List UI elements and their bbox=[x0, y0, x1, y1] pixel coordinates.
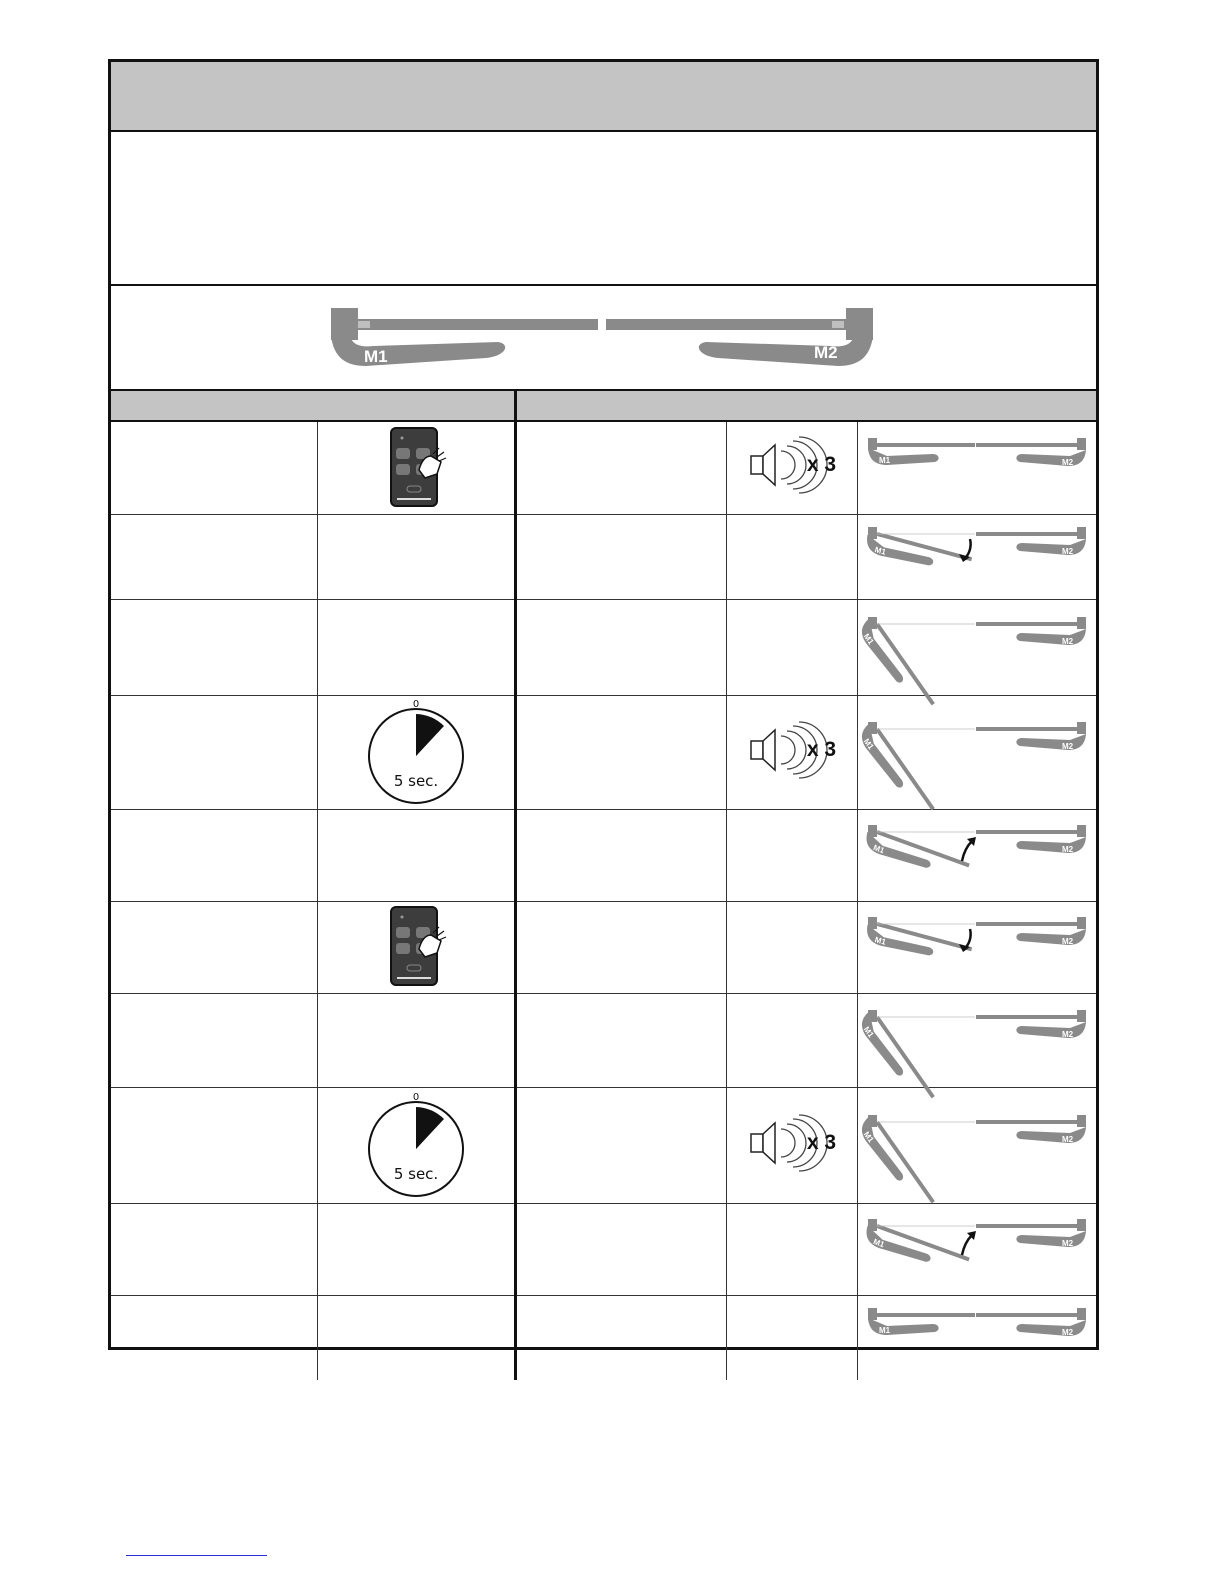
svg-text:M2: M2 bbox=[1061, 546, 1073, 556]
procedure-row bbox=[111, 901, 1096, 993]
signal-cell bbox=[726, 422, 857, 514]
stopwatch-icon bbox=[364, 1089, 468, 1201]
result-text-cell bbox=[515, 599, 726, 695]
svg-text:M2: M2 bbox=[1061, 845, 1073, 854]
svg-text:M2: M2 bbox=[1061, 637, 1073, 646]
svg-text:M2: M2 bbox=[1061, 1239, 1073, 1248]
speaker-beep-icon bbox=[747, 1118, 805, 1168]
svg-text:M1: M1 bbox=[873, 544, 887, 557]
signal-cell bbox=[726, 901, 857, 993]
result-text-cell bbox=[515, 514, 726, 599]
procedure-row bbox=[111, 599, 1096, 695]
gate-diagram-icon bbox=[864, 1296, 1090, 1380]
step-text-cell bbox=[111, 993, 317, 1087]
motor-arm-m2 bbox=[699, 336, 873, 366]
svg-text:M1: M1 bbox=[861, 1129, 876, 1145]
procedure-row bbox=[111, 1087, 1096, 1203]
step-action-cell bbox=[317, 809, 515, 901]
title-bar bbox=[111, 62, 1096, 132]
svg-text:M1: M1 bbox=[873, 935, 887, 947]
gate-state-cell bbox=[857, 599, 1096, 695]
result-text-cell bbox=[515, 993, 726, 1087]
signal-cell bbox=[726, 993, 857, 1087]
gate-diagram-icon bbox=[861, 605, 1090, 689]
gate-state-cell bbox=[857, 514, 1096, 599]
signal-cell bbox=[726, 1295, 857, 1380]
svg-text:M2: M2 bbox=[1061, 1135, 1073, 1144]
gate-diagram-icon bbox=[861, 710, 1090, 794]
gate-state-cell bbox=[857, 1295, 1096, 1380]
gate-diagram-icon bbox=[861, 1103, 1090, 1187]
gate-overview bbox=[111, 286, 1096, 391]
step-action-cell bbox=[317, 422, 515, 514]
timer-duration-label: 5 sec. bbox=[393, 1165, 438, 1183]
step-text-cell bbox=[111, 599, 317, 695]
signal-cell bbox=[726, 809, 857, 901]
svg-text:M1: M1 bbox=[878, 1325, 890, 1335]
procedure-row bbox=[111, 1203, 1096, 1295]
step-action-cell bbox=[317, 514, 515, 599]
procedure-row bbox=[111, 422, 1096, 514]
motor-arm-m1 bbox=[331, 336, 505, 366]
svg-text:M1: M1 bbox=[861, 736, 876, 752]
svg-text:M1: M1 bbox=[871, 843, 886, 856]
result-text-cell bbox=[515, 422, 726, 514]
signal-cell bbox=[726, 1087, 857, 1203]
gate-overview-diagram bbox=[326, 306, 876, 370]
gate-diagram-icon bbox=[864, 1207, 1090, 1291]
step-text-cell bbox=[111, 1087, 317, 1203]
timer-top-label: 0 bbox=[412, 1092, 419, 1103]
beep-count-label: x 3 bbox=[806, 453, 837, 477]
procedure-row bbox=[111, 809, 1096, 901]
result-text-cell bbox=[515, 1087, 726, 1203]
svg-text:M1: M1 bbox=[878, 455, 890, 465]
result-text-cell bbox=[515, 901, 726, 993]
procedure-row bbox=[111, 993, 1096, 1087]
step-text-cell bbox=[111, 809, 317, 901]
beep-count-label: x 3 bbox=[806, 1130, 837, 1154]
result-text-cell bbox=[515, 1203, 726, 1295]
remote-control-press-icon bbox=[385, 426, 447, 510]
svg-text:M2: M2 bbox=[1061, 457, 1073, 467]
step-action-cell bbox=[317, 1295, 515, 1380]
right-post bbox=[846, 308, 873, 340]
procedure-table bbox=[111, 422, 1096, 1380]
gate-state-cell bbox=[857, 1203, 1096, 1295]
signal-cell bbox=[726, 695, 857, 809]
gate-diagram-icon bbox=[861, 998, 1090, 1082]
step-text-cell bbox=[111, 695, 317, 809]
svg-text:M2: M2 bbox=[1061, 1327, 1073, 1337]
procedure-row bbox=[111, 695, 1096, 809]
procedure-row bbox=[111, 514, 1096, 599]
signal-cell bbox=[726, 1203, 857, 1295]
gate-state-cell bbox=[857, 993, 1096, 1087]
step-action-cell bbox=[317, 695, 515, 809]
speaker-beep-icon bbox=[747, 725, 805, 775]
svg-text:M1: M1 bbox=[871, 1237, 886, 1250]
gate-diagram-icon bbox=[864, 426, 1090, 510]
signal-cell bbox=[726, 514, 857, 599]
result-text-cell bbox=[515, 809, 726, 901]
step-action-cell bbox=[317, 901, 515, 993]
step-action-cell bbox=[317, 993, 515, 1087]
signal-cell bbox=[726, 599, 857, 695]
beep-signal bbox=[747, 440, 836, 490]
beep-count-label: x 3 bbox=[806, 737, 837, 761]
gate-diagram-icon bbox=[864, 905, 1090, 989]
svg-text:M1: M1 bbox=[861, 1024, 876, 1040]
left-leaf bbox=[358, 319, 598, 330]
stopwatch-icon bbox=[364, 696, 468, 808]
procedure-row bbox=[111, 1295, 1096, 1380]
right-leaf bbox=[606, 319, 846, 330]
step-action-cell bbox=[317, 1087, 515, 1203]
gate-diagram-icon bbox=[864, 813, 1090, 897]
result-text-cell bbox=[515, 695, 726, 809]
footer-link-underline[interactable] bbox=[126, 1555, 267, 1556]
svg-text:M1: M1 bbox=[861, 631, 876, 647]
gate-diagram-icon bbox=[864, 515, 1090, 599]
timer-top-label: 0 bbox=[412, 699, 419, 710]
motor-label-m2: M2 bbox=[814, 343, 838, 362]
motor-label-m1: M1 bbox=[364, 347, 388, 366]
intro-panel bbox=[111, 132, 1096, 286]
svg-text:M2: M2 bbox=[1061, 742, 1073, 751]
gate-state-cell bbox=[857, 809, 1096, 901]
column-header-row bbox=[111, 391, 1096, 422]
remote-control-press-icon bbox=[385, 905, 447, 989]
column-header-divider bbox=[514, 391, 517, 420]
result-text-cell bbox=[515, 1295, 726, 1380]
procedure-sheet bbox=[108, 59, 1099, 1350]
beep-signal bbox=[747, 1118, 836, 1168]
step-text-cell bbox=[111, 514, 317, 599]
gate-state-cell bbox=[857, 695, 1096, 809]
step-text-cell bbox=[111, 901, 317, 993]
gate-state-cell bbox=[857, 1087, 1096, 1203]
svg-text:M2: M2 bbox=[1061, 937, 1073, 946]
left-post bbox=[331, 308, 358, 340]
beep-signal bbox=[747, 725, 836, 775]
step-action-cell bbox=[317, 599, 515, 695]
gate-state-cell bbox=[857, 422, 1096, 514]
step-text-cell bbox=[111, 422, 317, 514]
timer-duration-label: 5 sec. bbox=[393, 772, 438, 790]
gate-state-cell bbox=[857, 901, 1096, 993]
step-text-cell bbox=[111, 1295, 317, 1380]
step-text-cell bbox=[111, 1203, 317, 1295]
speaker-beep-icon bbox=[747, 440, 805, 490]
step-action-cell bbox=[317, 1203, 515, 1295]
svg-text:M2: M2 bbox=[1061, 1030, 1073, 1039]
